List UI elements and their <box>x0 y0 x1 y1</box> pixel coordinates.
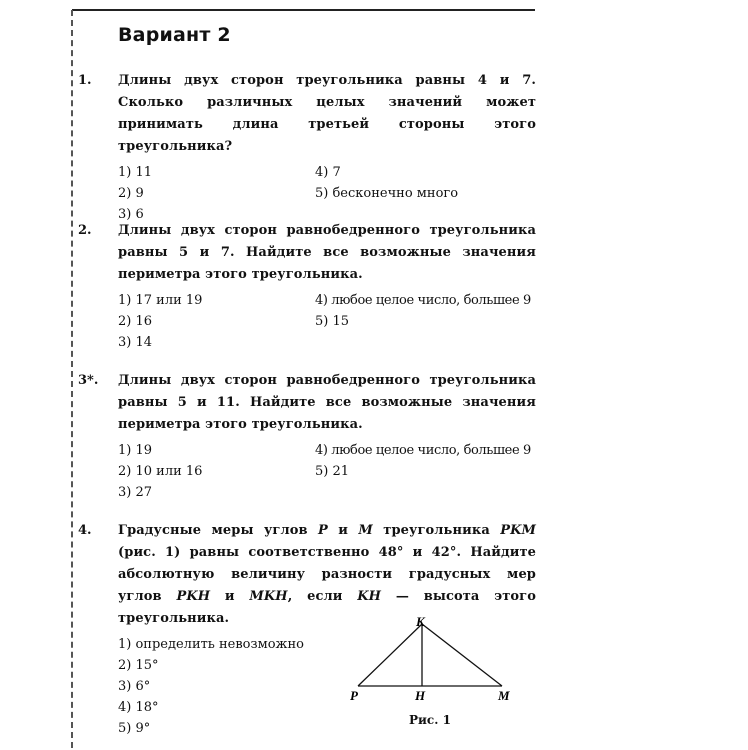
answer-option[interactable]: 2) 9 <box>118 186 144 201</box>
task-number: 3*. <box>78 373 99 388</box>
answer-option[interactable]: 5) 9° <box>118 721 151 736</box>
answer-option[interactable]: 1) 11 <box>118 165 153 180</box>
task-3 <box>78 370 536 500</box>
top-rule <box>72 9 535 11</box>
answer-option[interactable]: 1) 17 или 19 <box>118 293 203 308</box>
task-text: Длины двух сторон равнобедренного треугольника равны 5 и 7. Найдите все возможные значения периметра этого треугольника. <box>118 223 536 282</box>
answer-option[interactable]: 2) 16 <box>118 314 153 329</box>
task-number: 4. <box>78 523 92 538</box>
answer-option[interactable]: 3) 6 <box>118 207 144 222</box>
side-kp <box>358 624 422 686</box>
answer-option[interactable]: 5) бесконечно много <box>315 186 459 201</box>
answer-option[interactable]: 3) 27 <box>118 485 153 500</box>
figure-caption: Рис. 1 <box>409 713 451 727</box>
answer-option[interactable]: 4) 18° <box>118 700 159 715</box>
task-text: Длины двух сторон треугольника равны 4 и 7. Сколько различных целых значений может принимать длина третьей стороны этого треугольника? <box>118 73 536 154</box>
task-text: Длины двух сторон равнобедренного треугольника равны 5 и 11. Найдите все возможные значения периметра этого треугольника. <box>118 373 536 432</box>
answer-option[interactable]: 1) 19 <box>118 443 153 458</box>
answer-option[interactable]: 2) 10 или 16 <box>118 464 203 479</box>
variant-title: Вариант 2 <box>118 24 231 46</box>
cut-line <box>71 10 73 748</box>
answer-option[interactable]: 4) любое целое число, большее 9 <box>315 443 531 458</box>
answer-option[interactable]: 5) 15 <box>315 314 350 329</box>
label-p: P <box>350 688 358 703</box>
label-k: K <box>416 614 425 629</box>
answer-option[interactable]: 5) 21 <box>315 464 350 479</box>
label-h: H <box>415 688 426 703</box>
task-number: 2. <box>78 223 92 238</box>
side-km <box>422 624 502 686</box>
answer-option[interactable]: 2) 15° <box>118 658 159 673</box>
task-number: 1. <box>78 73 92 88</box>
label-m: M <box>498 688 510 703</box>
answer-option[interactable]: 1) определить невозможно <box>118 637 304 652</box>
task-2 <box>78 220 536 350</box>
answer-option[interactable]: 4) 7 <box>315 165 341 180</box>
task-1 <box>78 70 536 222</box>
answer-option[interactable]: 3) 6° <box>118 679 151 694</box>
task-text: Градусные меры углов P и M треугольника PKM (рис. 1) равны соответственно 48° и 42°. Найдите абсолютную величину разности градусных мер углов PKH и MKH, если KH — высота этого треугольника. <box>118 523 536 626</box>
answer-option[interactable]: 3) 14 <box>118 335 153 350</box>
answer-option[interactable]: 4) любое целое число, большее 9 <box>315 293 531 308</box>
